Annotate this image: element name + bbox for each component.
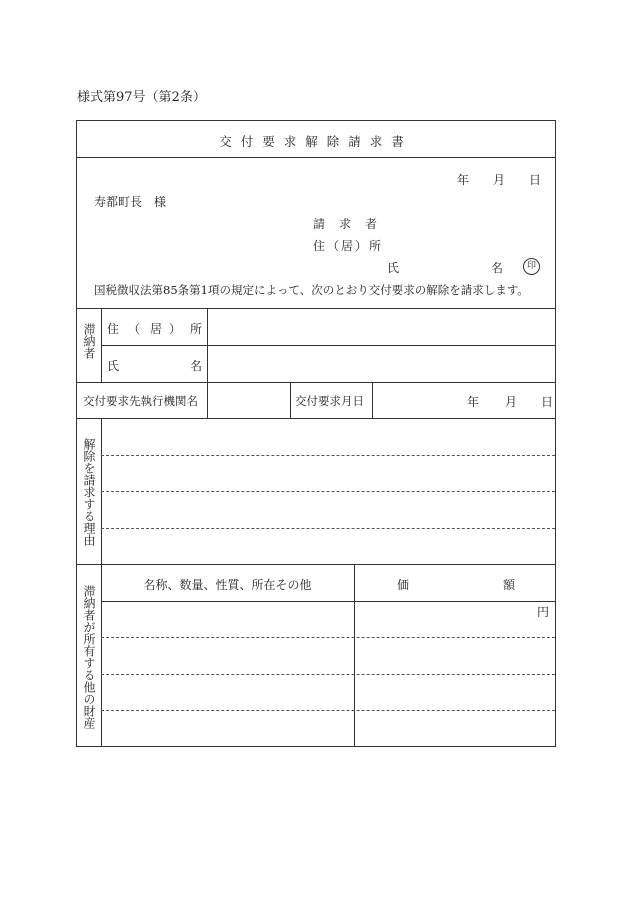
date-day: 日 bbox=[529, 173, 542, 187]
delinquent-address-char: 居 bbox=[150, 322, 163, 336]
divider bbox=[101, 345, 555, 346]
delinquent-address-char: （ bbox=[128, 322, 141, 336]
divider bbox=[77, 157, 555, 158]
agency-day: 日 bbox=[541, 395, 554, 409]
property-col-price: 価 bbox=[397, 578, 410, 592]
divider bbox=[372, 382, 373, 418]
delinquent-address-char: 所 bbox=[190, 322, 203, 336]
divider bbox=[207, 382, 208, 418]
reason-label: 解除を請求する理由 bbox=[82, 438, 96, 546]
divider bbox=[77, 308, 555, 309]
delinquent-address-char: 住 bbox=[107, 322, 120, 336]
reason-line bbox=[101, 528, 555, 529]
seal-mark: 印 bbox=[523, 258, 540, 275]
property-unit: 円 bbox=[537, 605, 550, 619]
requester-address-label: 住（居）所 bbox=[313, 239, 384, 253]
form-title: 交付要求解除請求書 bbox=[219, 134, 413, 149]
addressee: 寿都町長 様 bbox=[94, 195, 167, 209]
delinquent-address-char: ） bbox=[169, 322, 182, 336]
property-col-price: 額 bbox=[503, 578, 516, 592]
statement: 国税徴収法第85条第1項の規定によって、次のとおり交付要求の解除を請求します。 bbox=[94, 283, 529, 297]
divider bbox=[77, 564, 555, 565]
date-year: 年 bbox=[457, 173, 470, 187]
requester-name-surname: 氏 bbox=[387, 261, 400, 275]
date-month: 月 bbox=[493, 173, 506, 187]
property-line bbox=[101, 637, 555, 638]
property-line bbox=[101, 710, 555, 711]
requester-label: 請 求 者 bbox=[313, 217, 379, 231]
property-col-desc: 名称、数量、性質、所在その他 bbox=[143, 578, 312, 592]
delinquent-name-surname: 氏 bbox=[107, 359, 120, 373]
reason-line bbox=[101, 455, 555, 456]
reason-line bbox=[101, 491, 555, 492]
delinquent-name-given: 名 bbox=[190, 359, 203, 373]
requester-name-given: 名 bbox=[491, 261, 504, 275]
divider bbox=[354, 564, 355, 747]
divider bbox=[77, 382, 555, 383]
divider bbox=[290, 382, 291, 418]
property-line bbox=[101, 674, 555, 675]
request-form bbox=[76, 120, 556, 747]
form-number: 様式第97号（第2条） bbox=[77, 90, 206, 105]
agency-month: 月 bbox=[505, 395, 518, 409]
delinquent-section-label: 滞納者 bbox=[82, 323, 96, 359]
agency-label: 交付要求先執行機関名 bbox=[83, 394, 198, 408]
divider bbox=[77, 418, 555, 419]
property-label: 滞納者が所有する他の財産 bbox=[82, 585, 96, 729]
agency-year: 年 bbox=[467, 395, 480, 409]
divider bbox=[101, 601, 555, 602]
agency-date-label: 交付要求月日 bbox=[295, 394, 364, 408]
